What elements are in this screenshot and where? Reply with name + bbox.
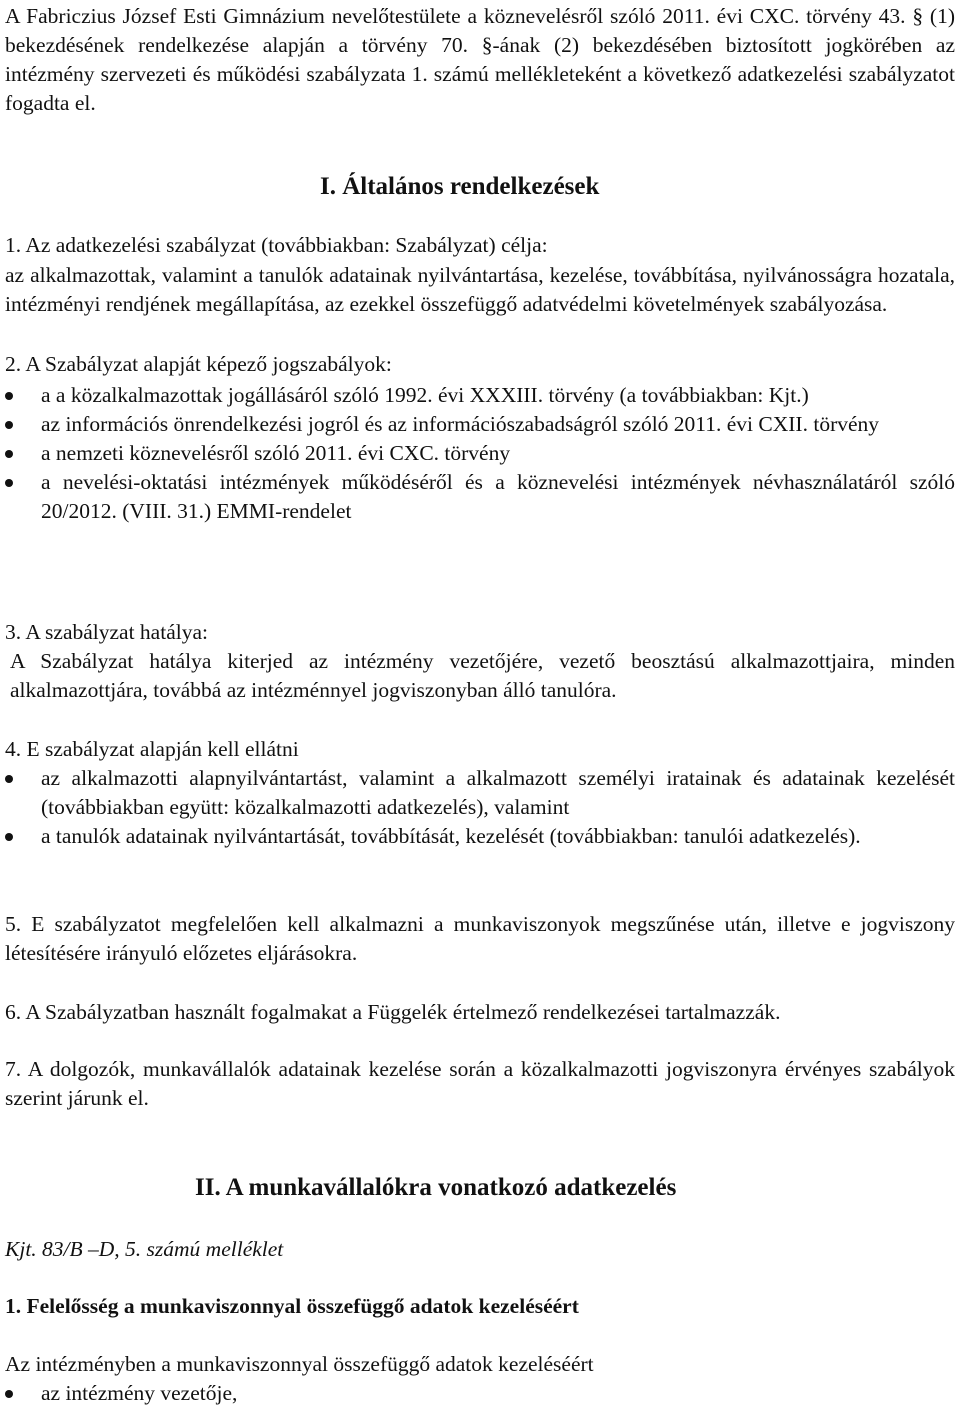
bullet-icon	[5, 775, 13, 783]
bullet-icon	[5, 479, 13, 487]
list-item: a nevelési-oktatási intézmények működéséről és a köznevelési intézmények névhasználatáról szóló 20/2012. (VIII. 31.) EMMI-rendelet	[5, 468, 955, 526]
section-2-list	[5, 381, 955, 526]
subsection-1-title: 1. Felelősség a munkaviszonnyal összefüggő adatok kezeléséért	[5, 1294, 579, 1318]
bullet-icon	[5, 1390, 13, 1398]
section-5: 5. E szabályzatot megfelelően kell alkalmazni a munkaviszonyok megszűnése után, illetve e jogviszony létesítésére irányuló előzetes eljárásokra.	[5, 912, 955, 965]
list-item: a nemzeti köznevelésről szóló 2011. évi CXC. törvény	[5, 439, 955, 468]
subsection-1-body: Az intézményben a munkaviszonnyal összefüggő adatok kezeléséért	[5, 1352, 594, 1376]
section-heading-employees: II. A munkavállalókra vonatkozó adatkezelés	[195, 1174, 677, 1201]
bullet-icon	[5, 392, 13, 400]
list-item: a a közalkalmazottak jogállásáról szóló 1992. évi XXXIII. törvény (a továbbiakban: Kjt.)	[5, 381, 955, 410]
section-1-body: az alkalmazottak, valamint a tanulók adatainak nyilvántartása, kezelése, továbbítása, nyilvánosságra hozatala, intézményi rendjének megállapítása, az ezekkel összefüggő adatvédelmi követelmények szabályozása.	[5, 263, 955, 316]
section-1-title: 1. Az adatkezelési szabályzat (továbbiakban: Szabályzat) célja:	[5, 233, 548, 257]
section-4-list	[5, 764, 955, 851]
section-6: 6. A Szabályzatban használt fogalmakat a Függelék értelmező rendelkezései tartalmazzák.	[5, 1000, 781, 1024]
section-heading-general: I. Általános rendelkezések	[320, 173, 600, 200]
section-3-body: A Szabályzat hatálya kiterjed az intézmény vezetőjére, vezető beosztású alkalmazottjaira, minden alkalmazottjára, továbbá az intézménnyel jogviszonyban álló tanulóra.	[10, 649, 955, 702]
subsection-1-list	[5, 1379, 955, 1408]
reference-note: Kjt. 83/B –D, 5. számú melléklet	[5, 1237, 284, 1261]
list-item: az alkalmazotti alapnyilvántartást, valamint a alkalmazott személyi iratainak és adatainak kezelését (továbbiakban együtt: közalkalmazotti adatkezelés), valamint	[5, 764, 955, 822]
section-4-title: 4. E szabályzat alapján kell ellátni	[5, 737, 299, 761]
list-item: az intézmény vezetője,	[5, 1379, 955, 1408]
list-item: az információs önrendelkezési jogról és az információszabadságról szóló 2011. évi CXII. törvény	[5, 410, 955, 439]
intro-paragraph: A Fabriczius József Esti Gimnázium nevelőtestülete a köznevelésről szóló 2011. évi CXC. törvény 43. § (1) bekezdésének rendelkezése alapján a törvény 70. §-ának (2) bekezdésében biztosított jogkörében az intézmény szervezeti és működési szabályzata 1. számú mellékleteként a következő adatkezelési szabályzatot fogadta el.	[5, 4, 955, 115]
section-7: 7. A dolgozók, munkavállalók adatainak kezelése során a közalkalmazotti jogviszonyra érvényes szabályok szerint járunk el.	[5, 1057, 955, 1110]
section-2-title: 2. A Szabályzat alapját képező jogszabályok:	[5, 352, 392, 376]
list-item: a tanulók adatainak nyilvántartását, továbbítását, kezelését (továbbiakban: tanulói adatkezelés).	[5, 822, 955, 851]
bullet-icon	[5, 421, 13, 429]
bullet-icon	[5, 833, 13, 841]
section-3-title: 3. A szabályzat hatálya:	[5, 620, 208, 644]
bullet-icon	[5, 450, 13, 458]
